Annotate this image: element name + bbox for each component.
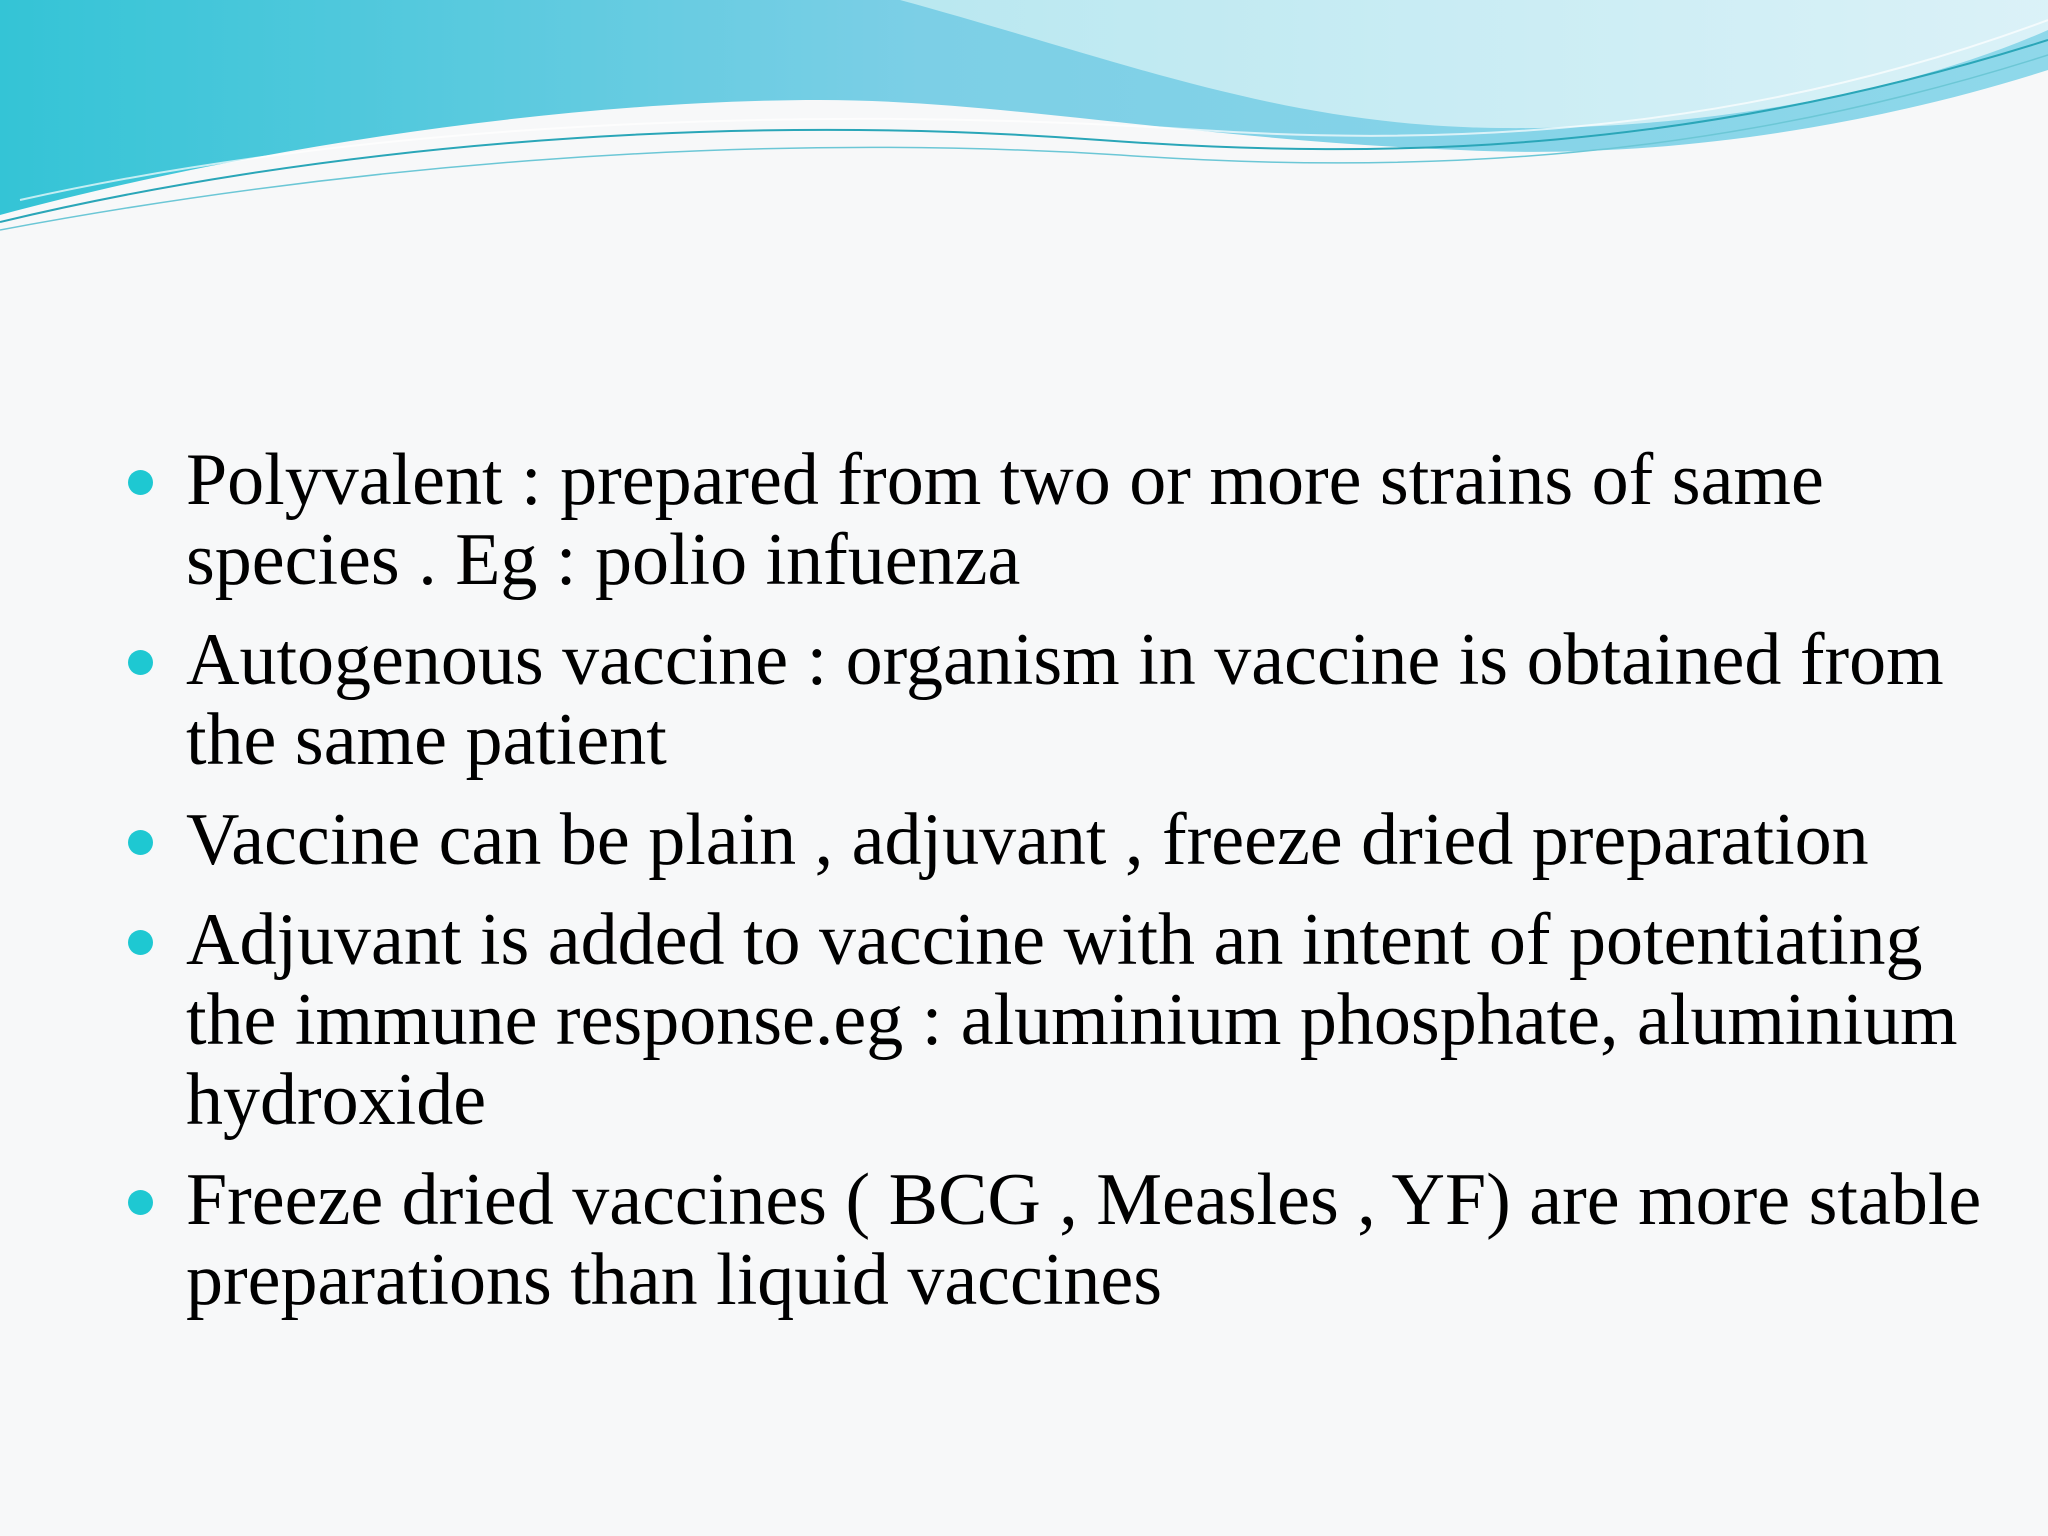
bullet-item-polyvalent [128,440,1988,600]
bullet-text: Freeze dried vaccines ( BCG , Measles , YF) are more stable preparations than liquid vaccines [186,1159,1982,1321]
bullet-dot-icon [128,470,153,495]
bullet-item-autogenous [128,620,1988,780]
bullet-text: Vaccine can be plain , adjuvant , freeze dried preparation [186,799,1869,881]
bullet-item-freeze-dried [128,1160,1988,1320]
bullet-dot-icon [128,650,153,675]
bullet-text: Autogenous vaccine : organism in vaccine is obtained from the same patient [186,619,1944,781]
bullet-list [128,440,1988,1320]
bullet-item-adjuvant [128,900,1988,1140]
bullet-dot-icon [128,830,153,855]
bullet-text: Polyvalent : prepared from two or more strains of same species . Eg : polio infuenza [186,439,1824,601]
header-wave-decoration [0,0,2048,240]
bullet-dot-icon [128,1190,153,1215]
bullet-text: Adjuvant is added to vaccine with an intent of potentiating the immune response.eg : aluminium phosphate, aluminium hydroxide [186,899,1958,1141]
bullet-item-vaccine-types [128,800,1988,880]
bullet-content [128,440,1988,1340]
bullet-dot-icon [128,930,153,955]
